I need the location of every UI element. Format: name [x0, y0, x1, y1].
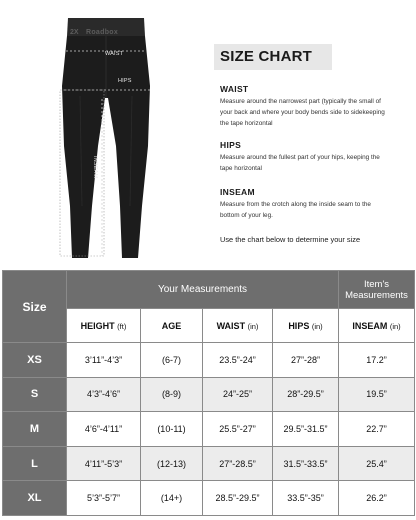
column-header-inseam: INSEAM (in) — [339, 309, 415, 343]
column-header-hips: HIPS (in) — [273, 309, 339, 343]
cell-waist: 27”-28.5” — [203, 446, 273, 481]
chart-instruction: Use the chart below to determine your size — [220, 235, 361, 244]
cell-height: 4’11”-5’3” — [67, 446, 141, 481]
column-header-waist: WAIST (in) — [203, 309, 273, 343]
table-row-s — [3, 377, 415, 412]
inseam-heading: INSEAM — [220, 187, 255, 197]
cell-age: (10-11) — [141, 412, 203, 447]
your-measurements-header: Your Measurements — [67, 271, 339, 309]
table-row-xl — [3, 481, 415, 516]
table-row-m — [3, 412, 415, 447]
waist-label: WAIST — [105, 51, 124, 57]
waist-heading: WAIST — [220, 84, 249, 94]
hips-heading: HIPS — [220, 140, 242, 150]
waist-description: Measure around the narrowest part (typically the small of your back and where your body bends side to sidekeeping the tape horizontal — [220, 98, 385, 127]
waistband-brand-text: Roadbox — [86, 29, 119, 36]
cell-age: (14+) — [141, 481, 203, 516]
inseam-label: INSEAM — [92, 156, 98, 179]
cell-waist: 23.5”-24” — [203, 343, 273, 378]
cell-height: 5’3”-5’7” — [67, 481, 141, 516]
row-size-label: M — [3, 412, 67, 447]
column-header-age: AGE — [141, 309, 203, 343]
column-header-height: HEIGHT (ft) — [67, 309, 141, 343]
size-table — [2, 270, 414, 516]
leggings-drawing — [20, 6, 190, 268]
cell-waist: 25.5”-27” — [203, 412, 273, 447]
cell-hips: 27”-28” — [273, 343, 339, 378]
cell-age: (12-13) — [141, 446, 203, 481]
row-size-label: XS — [3, 343, 67, 378]
hips-label: HIPS — [118, 78, 132, 84]
page-title: SIZE CHART — [220, 48, 312, 65]
cell-height: 3’11”-4’3” — [67, 343, 141, 378]
table-row-xs — [3, 343, 415, 378]
size-table-grid — [2, 270, 415, 516]
row-size-label: XL — [3, 481, 67, 516]
item-measurements-header — [339, 271, 415, 309]
table-row-l — [3, 446, 415, 481]
cell-waist: 24”-25” — [203, 377, 273, 412]
cell-hips: 29.5”-31.5” — [273, 412, 339, 447]
hips-description: Measure around the fullest part of your hips, keeping the tape horizontal — [220, 154, 380, 172]
row-size-label: L — [3, 446, 67, 481]
cell-inseam: 25.4” — [339, 446, 415, 481]
size-header: Size — [3, 271, 67, 343]
inseam-description: Measure from the crotch along the inside seam to the bottom of your leg. — [220, 201, 371, 219]
item-header-line2: Measurements — [345, 289, 408, 301]
cell-height: 4’6”-4’11” — [67, 412, 141, 447]
item-header-line1: Item's — [363, 278, 390, 290]
waistband-number: 2X — [70, 29, 79, 36]
cell-inseam: 22.7” — [339, 412, 415, 447]
cell-hips: 33.5”-35” — [273, 481, 339, 516]
cell-inseam: 26.2” — [339, 481, 415, 516]
cell-age: (8-9) — [141, 377, 203, 412]
cell-hips: 28”-29.5” — [273, 377, 339, 412]
cell-inseam: 17.2” — [339, 343, 415, 378]
cell-inseam: 19.5” — [339, 377, 415, 412]
cell-waist: 28.5”-29.5” — [203, 481, 273, 516]
cell-age: (6-7) — [141, 343, 203, 378]
row-size-label: S — [3, 377, 67, 412]
cell-hips: 31.5”-33.5” — [273, 446, 339, 481]
leggings-illustration — [20, 6, 190, 268]
cell-height: 4’3”-4’6” — [67, 377, 141, 412]
